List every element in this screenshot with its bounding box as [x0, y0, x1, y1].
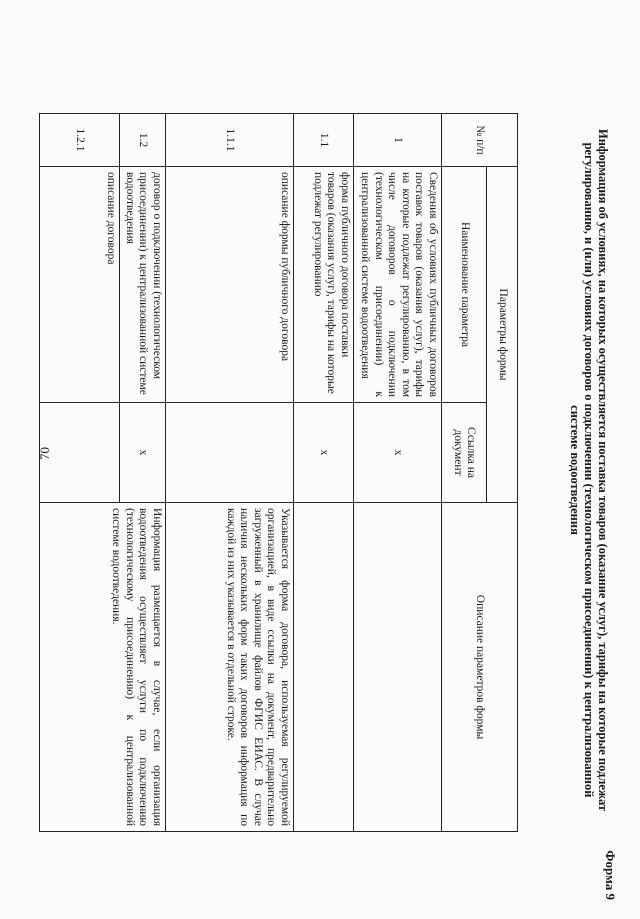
form-label: Форма 9	[603, 850, 618, 900]
header-num: № п/п	[442, 114, 518, 167]
row-ref: x	[294, 403, 354, 503]
row-num: 1.2	[120, 114, 166, 167]
table-row	[120, 114, 166, 832]
table-row	[294, 114, 354, 832]
row-name: договор о подключении (технологическом присоединении) к централизованной системе водоотведения	[120, 167, 166, 403]
form-parameters-table	[39, 113, 518, 832]
row-ref: x	[120, 403, 166, 503]
table-row	[166, 114, 294, 832]
row-num: 1	[354, 114, 442, 167]
table-header-row	[487, 114, 518, 832]
row-ref	[166, 403, 294, 503]
row-name: Сведения об условиях публичных договоров поставок товаров (оказания услуг), тарифы на которые подлежат регулированию, в том числе договоров о подключении (технологическом присоединении) к централизованной системе водоотведения	[354, 167, 442, 403]
row-desc: Указывается форма договора, используемая регулируемой организацией, в виде ссылки на документ, предварительно загруженный в хранилище файлов ФГИС ЕИАС. В случае наличия нескольких форм таких договоров информация по каждой из них указывается в отдельной строке.	[166, 503, 294, 832]
row-num: 1.1.1	[166, 114, 294, 167]
row-name: описание договора	[40, 167, 120, 403]
header-doc-ref: Ссылка на документ	[442, 403, 487, 503]
header-param-name: Наименование параметра	[442, 167, 487, 403]
document-heading: Информация об условиях, на которых осуществляется поставка товаров (оказание услуг), тарифы на которые подлежат регулированию, и (или) условиях договоров о подключении (технологическом присоединении) к централизованной системе водоотведения	[568, 128, 610, 812]
row-desc	[294, 503, 354, 832]
row-desc	[354, 503, 442, 832]
row-name: описание формы публичного договора	[166, 167, 294, 403]
table-row	[354, 114, 442, 832]
header-params-group: Параметры формы	[487, 167, 518, 503]
row-num: 1.1	[294, 114, 354, 167]
header-param-desc: Описание параметров формы	[442, 503, 518, 832]
row-name: форма публичного договора поставки товаров (оказания услуг), тарифы на которые подлежат регулированию	[294, 167, 354, 403]
row-desc: Информация размещается в случае, если организация водоотведения осуществляет услуги по подключению (технологическому присоединению) к централизованной системе водоотведения.	[40, 503, 166, 832]
page-number: 70	[37, 447, 52, 460]
row-num: 1.2.1	[40, 114, 120, 167]
row-ref: x	[354, 403, 442, 503]
